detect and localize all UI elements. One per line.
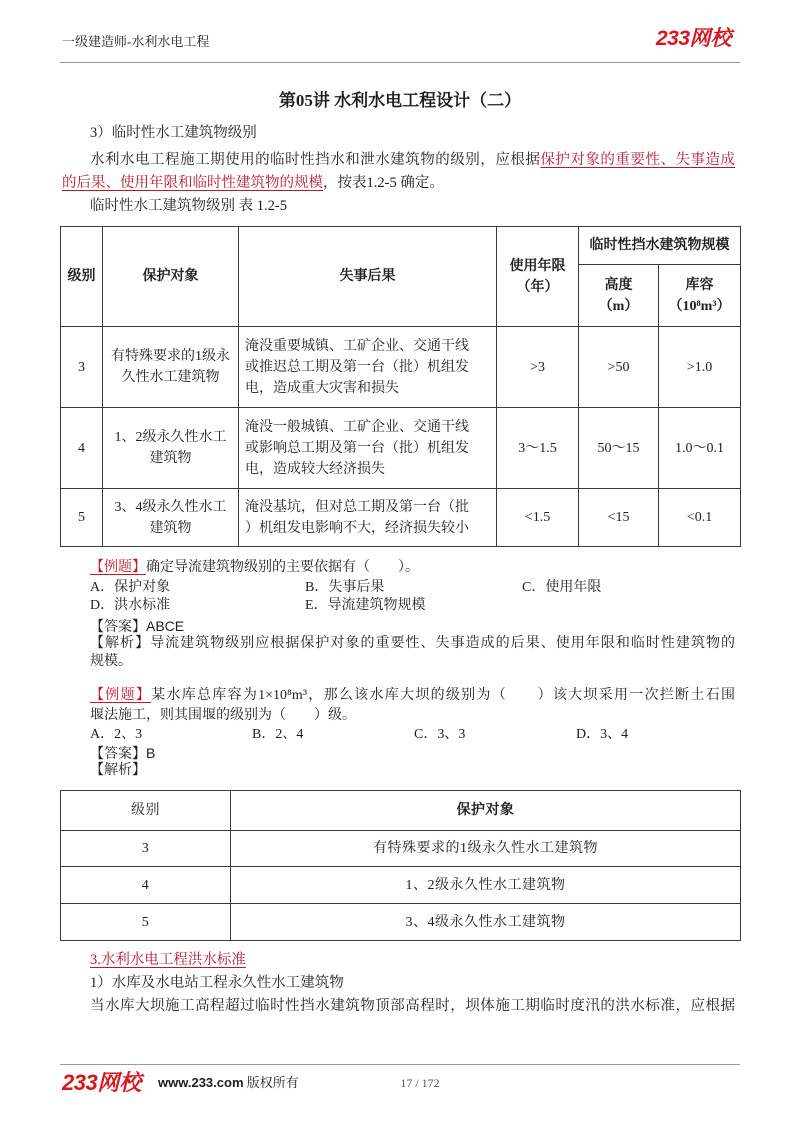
- paragraph-text: ，按表1.2-5 确定。: [323, 175, 444, 191]
- table-row: [61, 904, 741, 941]
- temp-building-level-table: [60, 226, 741, 547]
- table-row: [61, 489, 741, 547]
- cell-line: 建筑物: [149, 520, 192, 536]
- header-logo-text: 网校: [689, 27, 732, 50]
- section-heading: 3.水利水电工程洪水标准: [90, 952, 246, 968]
- footer-copyright: [158, 1074, 299, 1092]
- footer-divider: [60, 1064, 740, 1065]
- cell-line: 电，造成重大灾害和损失: [245, 380, 399, 396]
- option-a: A．保护对象: [90, 580, 171, 595]
- paragraph-line-2: [62, 173, 444, 193]
- table-header-row: [61, 791, 741, 831]
- option-d: D．3、4: [576, 727, 629, 742]
- analysis-tag: 【解析】: [90, 636, 151, 651]
- cell-years: >3: [497, 327, 579, 408]
- example-tag: 【例题】: [90, 688, 152, 703]
- cell-line: 建筑物: [149, 451, 192, 466]
- table-row: [61, 327, 741, 408]
- table-caption: 临时性水工建筑物级别 表 1.2-5: [90, 198, 287, 214]
- cell-object: [103, 327, 239, 408]
- footer-logo-number: 233: [62, 1070, 98, 1095]
- header-height: [579, 265, 659, 327]
- cell-consequence: [239, 327, 497, 408]
- cell-years: <1.5: [497, 489, 579, 547]
- highlighted-text: 保护对象的重要性、失事造成: [540, 152, 736, 168]
- cell-consequence: [239, 489, 497, 547]
- header-protected-object: 保护对象: [231, 791, 741, 831]
- table-row: [61, 831, 741, 867]
- table-row: [61, 408, 741, 489]
- answer-value: ABCE: [146, 618, 185, 634]
- cell-line: 3、4级永久性水工: [114, 499, 227, 515]
- cell-level: 3: [61, 831, 231, 867]
- header-failure-consequence: 失事后果: [239, 227, 497, 327]
- header-divider: [60, 62, 740, 63]
- option-c: C．3、3: [414, 727, 466, 742]
- header-logo-number: 233: [656, 27, 690, 50]
- cell-line: 淹没一般城镇、工矿企业、交通干线: [245, 419, 469, 435]
- example1-question: [90, 559, 419, 577]
- header-logo: [656, 28, 732, 49]
- header-service-life-unit: （年）: [516, 279, 559, 295]
- header-retaining-scale: 临时性挡水建筑物规模: [579, 227, 741, 265]
- highlighted-text: 的后果、使用年限和临时性建筑物的规模: [62, 175, 323, 191]
- cell-line: 或推迟总工期及第一台（批）机组发: [245, 359, 469, 375]
- page-title: 第05讲 水利水电工程设计（二）: [278, 91, 522, 110]
- header-level: 级别: [61, 791, 231, 831]
- cell-consequence: [239, 408, 497, 489]
- cell-object: [103, 489, 239, 547]
- analysis-tag: 【解析】: [90, 763, 146, 778]
- header-height-label: 高度: [604, 277, 633, 293]
- cell-level: 4: [61, 867, 231, 904]
- footer-logo-text: 网校: [97, 1070, 142, 1095]
- analysis-line-2: 规模。: [90, 654, 132, 669]
- cell-object: 1、2级永久性水工建筑物: [231, 867, 741, 904]
- footer-rights: 版权所有: [246, 1075, 299, 1090]
- header-height-unit: （m）: [598, 298, 639, 314]
- footer-logo: [62, 1072, 141, 1094]
- cell-height: 50～15: [579, 408, 659, 489]
- paragraph-line-1: [90, 150, 735, 170]
- table-header-row: [61, 227, 741, 265]
- cell-line: ）机组发电影响不大，经济损失较小: [245, 520, 469, 536]
- cell-line: 久性水工建筑物: [121, 370, 220, 385]
- level-protection-table: [60, 790, 741, 941]
- footer-site: www.233.com: [158, 1075, 244, 1090]
- option-b: B．2、4: [252, 727, 304, 742]
- cell-height: >50: [579, 327, 659, 408]
- cell-object: 有特殊要求的1级永久性水工建筑物: [231, 831, 741, 867]
- header-capacity: [659, 265, 741, 327]
- example2-question-line-1: [90, 687, 735, 705]
- cell-object: 3、4级永久性水工建筑物: [231, 904, 741, 941]
- answer-line: [90, 617, 184, 637]
- header-capacity-label: 库容: [685, 277, 714, 293]
- example-tag: 【例题】: [90, 560, 146, 575]
- cell-line: 1、2级永久性水工: [114, 430, 227, 445]
- header-course-title: 一级建造师-水利水电工程: [62, 34, 210, 49]
- cell-level: 4: [61, 408, 103, 489]
- option-e: E．导流建筑物规模: [305, 598, 426, 613]
- header-level: 级别: [61, 227, 103, 327]
- option-c: C．使用年限: [522, 580, 602, 595]
- cell-line: 有特殊要求的1级永: [111, 349, 230, 364]
- answer-tag: 【答案】: [90, 747, 146, 762]
- paragraph-text: 水利水电工程施工期使用的临时性挡水和泄水建筑物的级别，应根据: [90, 152, 541, 168]
- cell-line: 或影响总工期及第一台（批）机组发: [245, 440, 469, 456]
- example2-question-line-2: 堰法施工，则其围堰的级别为（ ）级。: [90, 708, 356, 723]
- option-d: D．洪水标准: [90, 598, 171, 613]
- table-row: [61, 867, 741, 904]
- question-text: 某水库总库容为1×10⁸m³，那么该水库大坝的级别为（ ）该大坝采用一次拦断土石围: [151, 688, 736, 703]
- option-a: A．2、3: [90, 727, 143, 742]
- cell-years: 3～1.5: [497, 408, 579, 489]
- question-text: 确定导流建筑物级别的主要依据有（ ）。: [146, 560, 419, 575]
- cell-line: 电，造成较大经济损失: [245, 461, 385, 477]
- cell-object: [103, 408, 239, 489]
- cell-level: 5: [61, 489, 103, 547]
- header-service-life: [497, 227, 579, 327]
- header-protected-object: 保护对象: [103, 227, 239, 327]
- page-number: 17 / 172: [400, 1076, 440, 1090]
- cell-line: 淹没基坑，但对总工期及第一台（批: [245, 499, 469, 515]
- cell-line: 淹没重要城镇、工矿企业、交通干线: [245, 338, 469, 354]
- answer-tag: 【答案】: [90, 620, 146, 635]
- analysis-line-1: [90, 635, 735, 653]
- header-service-life-label: 使用年限: [509, 258, 566, 274]
- analysis-text: 导流建筑物级别应根据保护对象的重要性、失事造成的后果、使用年限和临时性建筑物的: [150, 636, 736, 651]
- cell-level: 3: [61, 327, 103, 408]
- header-capacity-unit: （10⁸m³）: [668, 298, 731, 314]
- cell-capacity: >1.0: [659, 327, 741, 408]
- option-b: B．失事后果: [305, 580, 385, 595]
- cell-level: 5: [61, 904, 231, 941]
- cell-capacity: 1.0～0.1: [659, 408, 741, 489]
- cell-capacity: <0.1: [659, 489, 741, 547]
- paragraph-line: 当水库大坝施工高程超过临时性挡水建筑物顶部高程时，坝体施工期临时度汛的洪水标准，应根据: [90, 998, 735, 1014]
- subsection-heading: 3）临时性水工建筑物级别: [90, 125, 257, 141]
- subsection-heading: 1）水库及水电站工程永久性水工建筑物: [90, 975, 344, 991]
- cell-height: <15: [579, 489, 659, 547]
- answer-value: B: [146, 745, 156, 761]
- answer-line: [90, 744, 155, 764]
